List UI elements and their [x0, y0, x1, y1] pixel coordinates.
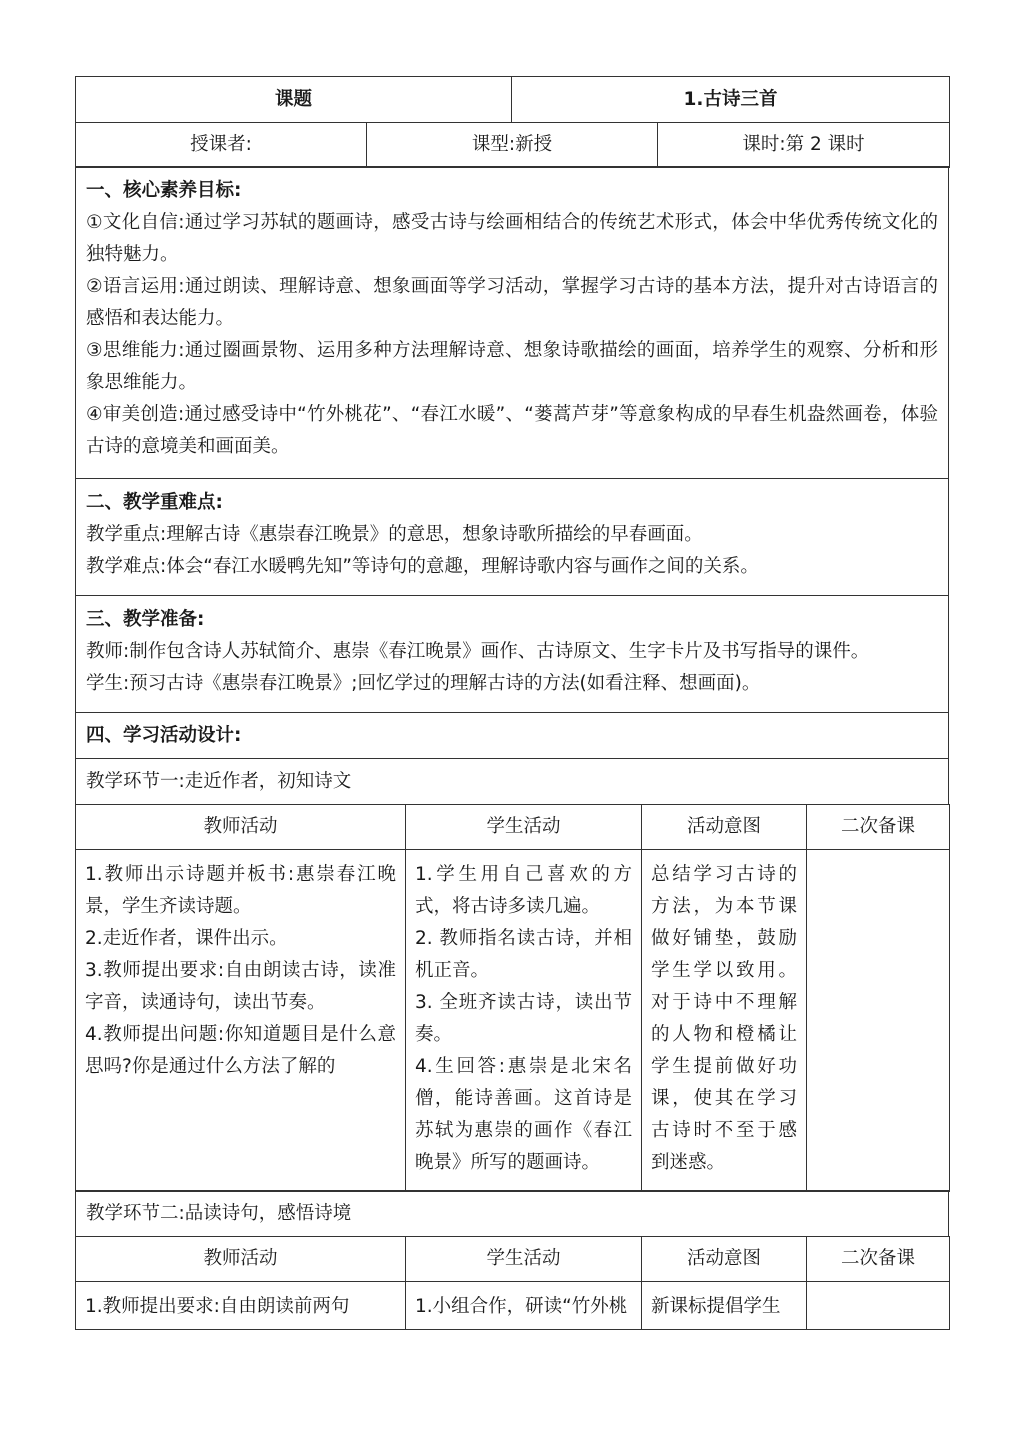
col-student: 学生活动	[406, 804, 642, 849]
col-student: 学生活动	[406, 1236, 642, 1281]
section-activities-title: 四、学习活动设计:	[76, 713, 949, 759]
prep-item: 教师:制作包含诗人苏轼简介、惠崇《春江晚景》画作、古诗原文、生字卡片及书写指导的课件。	[86, 641, 870, 662]
stage2-intent: 新课标提倡学生	[642, 1281, 807, 1329]
col-teacher: 教师活动	[76, 804, 406, 849]
header-table-2	[75, 122, 950, 168]
section-core-goals	[76, 167, 949, 479]
section-preparation	[76, 596, 949, 713]
stage1-student-activity	[406, 849, 642, 1191]
stage1-table	[75, 804, 950, 1192]
col-intent: 活动意图	[642, 1236, 807, 1281]
stage2-notes	[807, 1281, 950, 1329]
goal-item: ①文化自信:通过学习苏轼的题画诗，感受古诗与绘画相结合的传统艺术形式，体会中华优秀传统文化的独特魅力。	[86, 212, 938, 265]
col-intent: 活动意图	[642, 804, 807, 849]
activity-line: 2. 教师指名读古诗，并相机正音。	[415, 927, 632, 981]
stage-title: 教学环节一:走近作者，初知诗文	[76, 759, 949, 805]
goal-item: ④审美创造:通过感受诗中“竹外桃花”、“春江水暖”、“蒌蒿芦芽”等意象构成的早春生机盎然画卷，体验古诗的意境美和画面美。	[86, 404, 938, 457]
stage1-intent	[642, 849, 807, 1191]
col-notes: 二次备课	[807, 804, 950, 849]
stage1-teacher-activity	[76, 849, 406, 1191]
sections-table	[75, 166, 949, 805]
section-key-points	[76, 479, 949, 596]
activity-line: 1.学生用自己喜欢的方式，将古诗多读几遍。	[415, 863, 632, 917]
stage2-title-table	[75, 1190, 949, 1237]
stage1-notes	[807, 849, 950, 1191]
activity-line: 2.走近作者，课件出示。	[85, 927, 288, 949]
section-title: 一、核心素养目标:	[86, 180, 242, 201]
key-point-item: 教学难点:体会“春江水暖鸭先知”等诗句的意趣，理解诗歌内容与画作之间的关系。	[86, 556, 759, 577]
col-notes: 二次备课	[807, 1236, 950, 1281]
stage-title: 教学环节二:品读诗句，感悟诗境	[76, 1191, 949, 1237]
activity-line: 4.教师提出问题:你知道题目是什么意思吗?你是通过什么方法了解的	[85, 1023, 396, 1077]
goal-item: ②语言运用:通过朗读、理解诗意、想象画面等学习活动，掌握学习古诗的基本方法，提升对古诗语言的感悟和表达能力。	[86, 276, 938, 329]
activity-line: 总结学习古诗的方法，为本节课做好铺垫，鼓励学生学以致用。对于诗中不理解的人物和橙橘让学生提前做好功课，使其在学习古诗时不至于感到迷惑。	[651, 863, 797, 1173]
stage2-table	[75, 1236, 950, 1330]
section-title: 三、教学准备:	[86, 609, 205, 630]
col-teacher: 教师活动	[76, 1236, 406, 1281]
teacher-cell: 授课者:	[76, 122, 367, 167]
period-cell: 课时:第 2 课时	[658, 122, 950, 167]
lesson-type-cell: 课型:新授	[367, 122, 658, 167]
key-point-item: 教学重点:理解古诗《惠崇春江晚景》的意思，想象诗歌所描绘的早春画面。	[86, 524, 703, 545]
stage2-student-activity: 1.小组合作，研读“竹外桃	[406, 1281, 642, 1329]
lesson-plan	[75, 76, 949, 1330]
goal-item: ③思维能力:通过圈画景物、运用多种方法理解诗意、想象诗歌描绘的画面，培养学生的观察、分析和形象思维能力。	[86, 340, 938, 393]
stage2-teacher-activity: 1.教师提出要求:自由朗读前两句	[76, 1281, 406, 1329]
activity-line: 3. 全班齐读古诗，读出节奏。	[415, 991, 632, 1045]
topic-value-cell: 1.古诗三首	[512, 77, 950, 123]
section-title: 二、教学重难点:	[86, 492, 223, 513]
activity-line: 4.生回答:惠崇是北宋名僧，能诗善画。这首诗是苏轼为惠崇的画作《春江晚景》所写的题画诗。	[415, 1055, 632, 1173]
activity-line: 3.教师提出要求:自由朗读古诗，读准字音，读通诗句，读出节奏。	[85, 959, 396, 1013]
topic-label-cell: 课题	[76, 77, 512, 123]
header-table-1	[75, 76, 950, 123]
prep-item: 学生:预习古诗《惠崇春江晚景》;回忆学过的理解古诗的方法(如看注释、想画面)。	[86, 673, 761, 694]
activity-line: 1.教师出示诗题并板书:惠崇春江晚景，学生齐读诗题。	[85, 863, 396, 917]
